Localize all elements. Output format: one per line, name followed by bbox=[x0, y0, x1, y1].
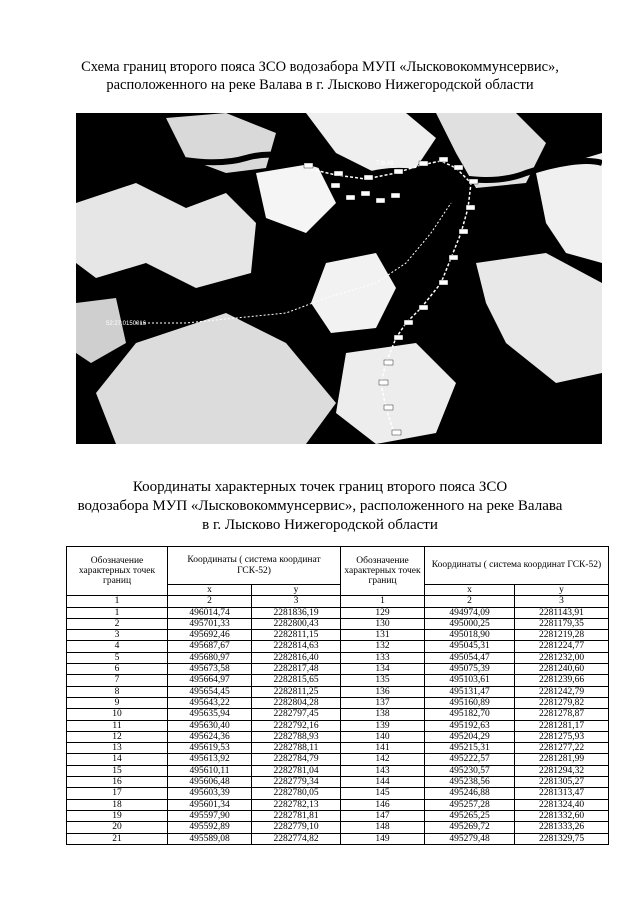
x-coordinate-cell: 495701,33 bbox=[168, 618, 252, 629]
table-row bbox=[67, 664, 609, 675]
column-index-row bbox=[67, 596, 609, 607]
point-number-cell: 147 bbox=[341, 810, 425, 821]
point-number-cell: 7 bbox=[67, 675, 168, 686]
x-coordinate-cell: 495643,22 bbox=[168, 697, 252, 708]
column-index: 1 bbox=[67, 596, 168, 607]
x-coordinate-cell: 495687,67 bbox=[168, 641, 252, 652]
point-number-cell: 143 bbox=[341, 765, 425, 776]
point-number-cell: 17 bbox=[67, 788, 168, 799]
scheme-title-line1: Схема границ второго пояса ЗСО водозабора МУП «Лысковокоммунсервис», bbox=[81, 59, 559, 75]
point-number-cell: 132 bbox=[341, 641, 425, 652]
table-row bbox=[67, 822, 609, 833]
col-header-point-2: Обозначение характерных точек границ bbox=[341, 547, 425, 596]
point-number-cell: 146 bbox=[341, 799, 425, 810]
table-title-line2: водозабора МУП «Лысковокоммунсервис», расположенного на реке Валава bbox=[77, 498, 563, 514]
col-header-x-2: x bbox=[425, 585, 515, 596]
table-row bbox=[67, 697, 609, 708]
point-number-cell: 136 bbox=[341, 686, 425, 697]
y-coordinate-cell: 2282815,65 bbox=[252, 675, 341, 686]
x-coordinate-cell: 495606,48 bbox=[168, 777, 252, 788]
y-coordinate-cell: 2282782,13 bbox=[252, 799, 341, 810]
table-row bbox=[67, 754, 609, 765]
y-coordinate-cell: 2282792,16 bbox=[252, 720, 341, 731]
x-coordinate-cell: 495131,47 bbox=[425, 686, 515, 697]
point-number-cell: 3 bbox=[67, 630, 168, 641]
point-number-cell: 20 bbox=[67, 822, 168, 833]
x-coordinate-cell: 495246,88 bbox=[425, 788, 515, 799]
point-number-cell: 148 bbox=[341, 822, 425, 833]
table-row bbox=[67, 799, 609, 810]
y-coordinate-cell: 2282781,81 bbox=[252, 810, 341, 821]
x-coordinate-cell: 495589,08 bbox=[168, 833, 252, 844]
col-header-point-1: Обозначение характерных точек границ bbox=[67, 547, 168, 596]
point-number-cell: 2 bbox=[67, 618, 168, 629]
point-number-cell: 138 bbox=[341, 709, 425, 720]
x-coordinate-cell: 495664,97 bbox=[168, 675, 252, 686]
col-header-y-1: y bbox=[252, 585, 341, 596]
point-number-cell: 6 bbox=[67, 664, 168, 675]
column-index: 2 bbox=[168, 596, 252, 607]
x-coordinate-cell: 495204,29 bbox=[425, 731, 515, 742]
x-coordinate-cell: 495680,97 bbox=[168, 652, 252, 663]
y-coordinate-cell: 2281279,82 bbox=[515, 697, 609, 708]
table-row bbox=[67, 641, 609, 652]
point-number-cell: 16 bbox=[67, 777, 168, 788]
y-coordinate-cell: 2281179,35 bbox=[515, 618, 609, 629]
y-coordinate-cell: 2282779,10 bbox=[252, 822, 341, 833]
x-coordinate-cell: 495215,31 bbox=[425, 743, 515, 754]
x-coordinate-cell: 495692,46 bbox=[168, 630, 252, 641]
y-coordinate-cell: 2281278,87 bbox=[515, 709, 609, 720]
x-coordinate-cell: 495279,48 bbox=[425, 833, 515, 844]
y-coordinate-cell: 2281333,26 bbox=[515, 822, 609, 833]
x-coordinate-cell: 495018,90 bbox=[425, 630, 515, 641]
scheme-title bbox=[0, 58, 640, 94]
table-row bbox=[67, 720, 609, 731]
point-number-cell: 19 bbox=[67, 810, 168, 821]
y-coordinate-cell: 2281281,99 bbox=[515, 754, 609, 765]
x-coordinate-cell: 495269,72 bbox=[425, 822, 515, 833]
point-number-cell: 129 bbox=[341, 607, 425, 618]
table-title-line3: в г. Лысково Нижегородской области bbox=[202, 517, 438, 533]
point-number-cell: 140 bbox=[341, 731, 425, 742]
point-number-cell: 144 bbox=[341, 777, 425, 788]
x-coordinate-cell: 495635,94 bbox=[168, 709, 252, 720]
y-coordinate-cell: 2281305,27 bbox=[515, 777, 609, 788]
y-coordinate-cell: 2282788,11 bbox=[252, 743, 341, 754]
table-row bbox=[67, 618, 609, 629]
point-number-cell: 133 bbox=[341, 652, 425, 663]
table-row bbox=[67, 652, 609, 663]
table-row bbox=[67, 810, 609, 821]
table-row bbox=[67, 833, 609, 844]
x-coordinate-cell: 495610,11 bbox=[168, 765, 252, 776]
point-number-cell: 1 bbox=[67, 607, 168, 618]
point-number-cell: 15 bbox=[67, 765, 168, 776]
y-coordinate-cell: 2282804,28 bbox=[252, 697, 341, 708]
point-number-cell: 13 bbox=[67, 743, 168, 754]
point-number-cell: 145 bbox=[341, 788, 425, 799]
y-coordinate-cell: 2282784,79 bbox=[252, 754, 341, 765]
x-coordinate-cell: 495222,57 bbox=[425, 754, 515, 765]
y-coordinate-cell: 2281277,22 bbox=[515, 743, 609, 754]
point-number-cell: 137 bbox=[341, 697, 425, 708]
x-coordinate-cell: 495603,39 bbox=[168, 788, 252, 799]
point-number-cell: 12 bbox=[67, 731, 168, 742]
x-coordinate-cell: 495160,89 bbox=[425, 697, 515, 708]
point-number-cell: 9 bbox=[67, 697, 168, 708]
map-point-label: Т.Ф.48 bbox=[376, 161, 394, 167]
map-image bbox=[76, 113, 602, 444]
table-row bbox=[67, 765, 609, 776]
column-index: 3 bbox=[515, 596, 609, 607]
y-coordinate-cell: 2282774,82 bbox=[252, 833, 341, 844]
x-coordinate-cell: 495630,40 bbox=[168, 720, 252, 731]
point-number-cell: 131 bbox=[341, 630, 425, 641]
point-number-cell: 134 bbox=[341, 664, 425, 675]
table-row bbox=[67, 630, 609, 641]
x-coordinate-cell: 495075,39 bbox=[425, 664, 515, 675]
y-coordinate-cell: 2281329,75 bbox=[515, 833, 609, 844]
x-coordinate-cell: 495257,28 bbox=[425, 799, 515, 810]
y-coordinate-cell: 2282811,25 bbox=[252, 686, 341, 697]
point-number-cell: 130 bbox=[341, 618, 425, 629]
point-number-cell: 18 bbox=[67, 799, 168, 810]
coordinates-table bbox=[66, 546, 609, 845]
x-coordinate-cell: 496014,74 bbox=[168, 607, 252, 618]
x-coordinate-cell: 495000,25 bbox=[425, 618, 515, 629]
y-coordinate-cell: 2281324,40 bbox=[515, 799, 609, 810]
y-coordinate-cell: 2281232,00 bbox=[515, 652, 609, 663]
point-number-cell: 139 bbox=[341, 720, 425, 731]
x-coordinate-cell: 495182,70 bbox=[425, 709, 515, 720]
table-row bbox=[67, 675, 609, 686]
y-coordinate-cell: 2281242,79 bbox=[515, 686, 609, 697]
y-coordinate-cell: 2281332,60 bbox=[515, 810, 609, 821]
x-coordinate-cell: 495045,31 bbox=[425, 641, 515, 652]
y-coordinate-cell: 2281219,28 bbox=[515, 630, 609, 641]
col-header-coords-2: Координаты ( система координат ГСК-52) bbox=[425, 547, 609, 585]
column-index: 1 bbox=[341, 596, 425, 607]
y-coordinate-cell: 2282797,45 bbox=[252, 709, 341, 720]
y-coordinate-cell: 2281836,19 bbox=[252, 607, 341, 618]
point-number-cell: 11 bbox=[67, 720, 168, 731]
y-coordinate-cell: 2281294,32 bbox=[515, 765, 609, 776]
column-index: 3 bbox=[252, 596, 341, 607]
x-coordinate-cell: 495601,34 bbox=[168, 799, 252, 810]
y-coordinate-cell: 2281224,77 bbox=[515, 641, 609, 652]
table-row bbox=[67, 607, 609, 618]
col-header-y-2: y bbox=[515, 585, 609, 596]
y-coordinate-cell: 2281281,17 bbox=[515, 720, 609, 731]
table-row bbox=[67, 788, 609, 799]
table-row bbox=[67, 686, 609, 697]
y-coordinate-cell: 2281240,60 bbox=[515, 664, 609, 675]
point-number-cell: 8 bbox=[67, 686, 168, 697]
y-coordinate-cell: 2281275,93 bbox=[515, 731, 609, 742]
x-coordinate-cell: 495624,36 bbox=[168, 731, 252, 742]
point-number-cell: 135 bbox=[341, 675, 425, 686]
y-coordinate-cell: 2281239,66 bbox=[515, 675, 609, 686]
x-coordinate-cell: 495230,57 bbox=[425, 765, 515, 776]
map-parcel-label: 52:27:0150016 bbox=[106, 321, 147, 327]
x-coordinate-cell: 495265,25 bbox=[425, 810, 515, 821]
y-coordinate-cell: 2281143,91 bbox=[515, 607, 609, 618]
y-coordinate-cell: 2282817,48 bbox=[252, 664, 341, 675]
table-row bbox=[67, 731, 609, 742]
table-title-line1: Координаты характерных точек границ второго пояса ЗСО bbox=[132, 479, 508, 495]
x-coordinate-cell: 495238,56 bbox=[425, 777, 515, 788]
y-coordinate-cell: 2282800,43 bbox=[252, 618, 341, 629]
x-coordinate-cell: 495654,45 bbox=[168, 686, 252, 697]
col-header-x-1: x bbox=[168, 585, 252, 596]
point-number-cell: 149 bbox=[341, 833, 425, 844]
y-coordinate-cell: 2281313,47 bbox=[515, 788, 609, 799]
x-coordinate-cell: 495054,47 bbox=[425, 652, 515, 663]
x-coordinate-cell: 495613,92 bbox=[168, 754, 252, 765]
point-number-cell: 10 bbox=[67, 709, 168, 720]
x-coordinate-cell: 495592,89 bbox=[168, 822, 252, 833]
point-number-cell: 14 bbox=[67, 754, 168, 765]
x-coordinate-cell: 495619,53 bbox=[168, 743, 252, 754]
y-coordinate-cell: 2282814,63 bbox=[252, 641, 341, 652]
point-number-cell: 21 bbox=[67, 833, 168, 844]
point-number-cell: 142 bbox=[341, 754, 425, 765]
table-row bbox=[67, 743, 609, 754]
y-coordinate-cell: 2282816,40 bbox=[252, 652, 341, 663]
point-number-cell: 141 bbox=[341, 743, 425, 754]
y-coordinate-cell: 2282779,34 bbox=[252, 777, 341, 788]
point-number-cell: 4 bbox=[67, 641, 168, 652]
scheme-title-line2: расположенного на реке Валава в г. Лысково Нижегородской области bbox=[106, 77, 534, 93]
y-coordinate-cell: 2282781,04 bbox=[252, 765, 341, 776]
table-row bbox=[67, 777, 609, 788]
table-title bbox=[0, 478, 640, 535]
column-index: 2 bbox=[425, 596, 515, 607]
x-coordinate-cell: 495673,58 bbox=[168, 664, 252, 675]
y-coordinate-cell: 2282780,05 bbox=[252, 788, 341, 799]
x-coordinate-cell: 495192,63 bbox=[425, 720, 515, 731]
col-header-coords-1: Координаты ( система координат ГСК-52) bbox=[168, 547, 341, 585]
x-coordinate-cell: 495597,90 bbox=[168, 810, 252, 821]
table-row bbox=[67, 709, 609, 720]
y-coordinate-cell: 2282788,93 bbox=[252, 731, 341, 742]
boundary-scheme-map bbox=[76, 113, 602, 444]
y-coordinate-cell: 2282811,15 bbox=[252, 630, 341, 641]
point-number-cell: 5 bbox=[67, 652, 168, 663]
x-coordinate-cell: 495103,61 bbox=[425, 675, 515, 686]
coordinates-table-body bbox=[67, 607, 609, 844]
x-coordinate-cell: 494974,09 bbox=[425, 607, 515, 618]
